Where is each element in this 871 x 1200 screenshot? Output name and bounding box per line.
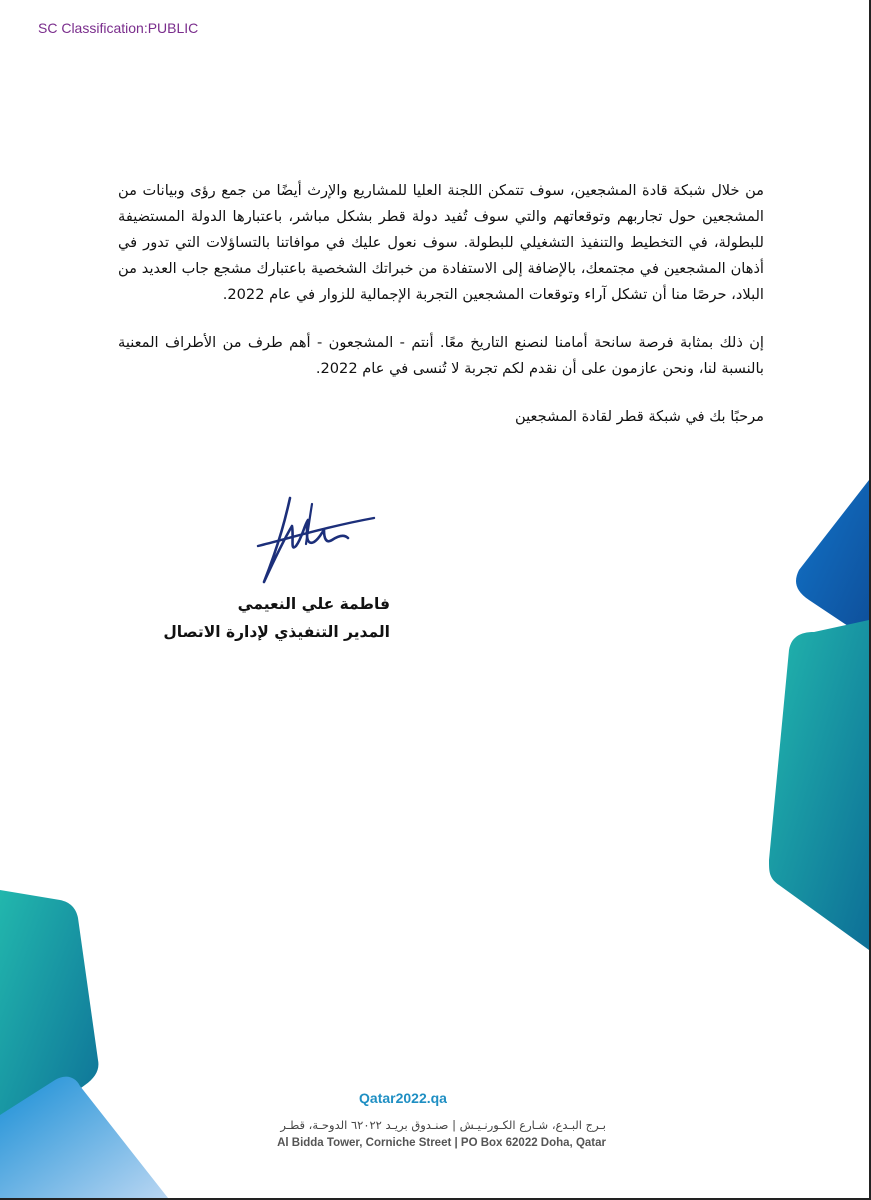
signer-block bbox=[160, 590, 390, 646]
classification-label: SC Classification:PUBLIC bbox=[38, 20, 199, 36]
body-paragraph-2: إن ذلك بمثابة فرصة سانحة أمامنا لنصنع التاريخ معًا. أنتم - المشجعون - أهم طرف من الأطراف المعنية بالنسبة لنا، ونحن عازمون على أن نقدم لكم تجربة لا تُنسى في عام 2022. bbox=[118, 334, 764, 377]
letter-body bbox=[118, 178, 764, 452]
address-arabic: بـرج البـدع، شـارع الكـورنـيـش | صنـدوق بريـد ٦٢٠٢٢ الدوحـة، قطـر bbox=[280, 1118, 606, 1132]
website-link[interactable]: Qatar2022.qa bbox=[359, 1090, 447, 1106]
address-english: Al Bidda Tower, Corniche Street | PO Box 62022 Doha, Qatar bbox=[277, 1137, 606, 1149]
decorative-shape-right bbox=[769, 480, 869, 960]
signer-name: فاطمة علي النعيمي bbox=[237, 595, 390, 613]
closing-line: مرحبًا بك في شبكة قطر لقادة المشجعين bbox=[515, 408, 764, 425]
footer bbox=[150, 1090, 606, 1152]
signature-image bbox=[250, 486, 380, 596]
body-paragraph-1: من خلال شبكة قادة المشجعين، سوف تتمكن اللجنة العليا للمشاريع والإرث أيضًا من جمع رؤى وبيانات من المشجعين حول تجاربهم وتوقعاتهم والتي سوف تُفيد دولة قطر بشكل مباشر، باعتبارها الدولة المستضيفة للبطولة، في التخطيط والتنفيذ التشغيلي للبطولة. سوف نعول عليك في موافاتنا بالتساؤلات التي تدور في أذهان المشجعين في مجتمعك، بالإضافة إلى الاستفادة من خبراتك الشخصية باعتبارك مشجع جاب العديد من البلاد، حرصًا منا أن تشكل آراء وتوقعات المشجعين التجربة الإجمالية للزوار في عام 2022. bbox=[118, 182, 764, 303]
signer-title: المدير التنفيذي لإدارة الاتصال bbox=[163, 623, 390, 641]
